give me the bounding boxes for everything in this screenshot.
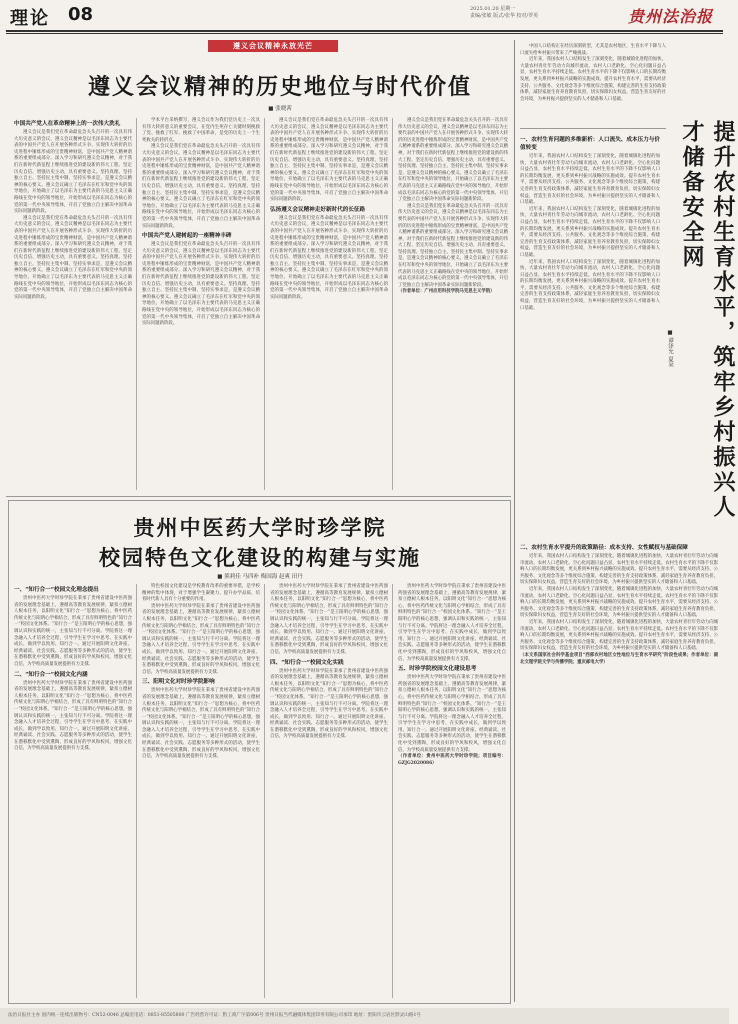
- article1-section-2: 中国共产党人建树起的一座精神丰碑: [142, 233, 232, 240]
- article2-col4: [398, 584, 506, 998]
- article1-section-3: 弘扬遵义会议精神走好新时代的长征路: [270, 206, 366, 213]
- article3-col2: [520, 542, 718, 1004]
- article2-note: （作者单位：贵州中医药大学时珍学院；项目编号：GZJG2020086）: [398, 754, 506, 766]
- article1-body-col3b: 遵义会议是我们党在革命最危急关头召开的一次具有伟大历史意义的会议，遵义会议精神是以毛泽东同志为主要代表的中国共产党人在开展各种形式斗争、实现伟大转折的历史进程中锤炼形成的宝贵精神财富，是中国共产党人精神谱系的重要组成部分。深入学习和研究遵义会议精神，对于我们在新时代新征程上继续推进党的建设新的伟大工程、坚定历史自信、增强历史主动，具有重要意义。坚持真理、坚持独立自主、坚持民主集中制、坚持实事求是，是遵义会议精神的核心要义。遵义会议确立了毛泽东在红军和党中央的领导地位，开始确立了以毛泽东为主要代表的马克思主义正确路线在党中央的领导地位，开始形成以毛泽东同志为核心的党的第一代中央领导集体，开启了党独立自主解决中国革命实际问题新阶段。: [270, 215, 388, 300]
- article2-body-col4: 贵州中医药大学时珍学院在秉承了贵州省建设中医药强省的发展理念基础上，遵循高等教育发展规律，紧扣立德树人根本任务，以阳明文化“知行合一”思想为核心，将中医药传统文化与阳明心学相结合，形成了具有鲜明特色的“知行合一”校园文化体系。“知行合一”是王阳明心学的核心思想，强调认识和实践的统一，主张知与行不可分离。学院将这一理念融入人才培养全过程，引导学生在学习中思考、在实践中成长，做到学以致用、知行合一。通过开展阳明文化讲座、经典诵读、社会实践、志愿服务等多种形式的活动，使学生在潜移默化中受到熏陶，形成良好的学风和校风，增强文化自信，为学校高质量发展提供有力支撑。: [398, 584, 506, 662]
- article2-col3: [270, 584, 388, 998]
- article2-author: ■ 熊莉佳 马四补 梅国海 赵爽 田丹: [217, 574, 303, 580]
- article1-col4: [398, 118, 508, 490]
- article3-body-b: 近年来，我国农村人口结构发生了深刻变化，随着城镇化进程的加快，大量农村青壮年劳动力向城市流动，农村人口老龄化、空心化问题日益凸显，农村生育水平持续走低。农村生育水平的下降不仅影响人口的长期均衡发展，更关系到乡村振兴战略的实施成效。提升农村生育水平，需要从经济支持、公共服务、文化观念等多个维度综合施策，构建完善的生育支持政策体系，减轻家庭生育养育教育负担，切实保障妇女权益，营造生育友好的社会环境，为乡村振兴提供坚实的人才储备和人口基础。: [520, 206, 660, 258]
- article3-col1: [520, 134, 660, 538]
- article3-body: 近年来，我国农村人口结构发生了深刻变化，随着城镇化进程的加快，大量农村青壮年劳动力向城市流动，农村人口老龄化、空心化问题日益凸显，农村生育水平持续走低。农村生育水平的下降不仅影响人口的长期均衡发展，更关系到乡村振兴战略的实施成效。提升农村生育水平，需要从经济支持、公共服务、文化观念等多个维度综合施策，构建完善的生育支持政策体系，减轻家庭生育养育教育负担，切实保障妇女权益，营造生育友好的社会环境，为乡村振兴提供坚实的人才储备和人口基础。: [520, 154, 660, 206]
- article2-section-5: 五、时珍学院校园文化建设思考: [398, 666, 477, 673]
- article1-body-col4b: 遵义会议是我们党在革命最危急关头召开的一次具有伟大历史意义的会议，遵义会议精神是以毛泽东同志为主要代表的中国共产党人在开展各种形式斗争、实现伟大转折的历史进程中锤炼形成的宝贵精神财富，是中国共产党人精神谱系的重要组成部分。深入学习和研究遵义会议精神，对于我们在新时代新征程上继续推进党的建设新的伟大工程、坚定历史自信、增强历史主动，具有重要意义。坚持真理、坚持独立自主、坚持民主集中制、坚持实事求是，是遵义会议精神的核心要义。遵义会议确立了毛泽东在红军和党中央的领导地位，开始确立了以毛泽东为主要代表的马克思主义正确路线在党中央的领导地位，开始形成以毛泽东同志为核心的党的第一代中央领导集体，开启了党独立自主解决中国革命实际问题新阶段。: [398, 203, 508, 288]
- article2-body-col2b: 贵州中医药大学时珍学院在秉承了贵州省建设中医药强省的发展理念基础上，遵循高等教育发展规律，紧扣立德树人根本任务，以阳明文化“知行合一”思想为核心，将中医药传统文化与阳明心学相结合，形成了具有鲜明特色的“知行合一”校园文化体系。“知行合一”是王阳明心学的核心思想，强调认识和实践的统一，主张知与行不可分离。学院将这一理念融入人才培养全过程，引导学生在学习中思考、在实践中成长，做到学以致用、知行合一。通过开展阳明文化讲座、经典诵读、社会实践、志愿服务等多种形式的活动，使学生在潜移默化中受到熏陶，形成良好的学风和校风，增强文化自信，为学校高质量发展提供有力支撑。: [142, 688, 260, 760]
- article1-title: 遵义会议精神的历史地位与时代价值: [87, 75, 472, 100]
- date-line: [470, 6, 590, 20]
- divider: [136, 584, 137, 998]
- column-divider: [514, 40, 515, 1002]
- article2-body-col3b: 贵州中医药大学时珍学院在秉承了贵州省建设中医药强省的发展理念基础上，遵循高等教育发展规律，紧扣立德树人根本任务，以阳明文化“知行合一”思想为核心，将中医药传统文化与阳明心学相结合，形成了具有鲜明特色的“知行合一”校园文化体系。“知行合一”是王阳明心学的核心思想，强调认识和实践的统一，主张知与行不可分离。学院将这一理念融入人才培养全过程，引导学生在学习中思考、在实践中成长，做到学以致用、知行合一。通过开展阳明文化讲座、经典诵读、社会实践、志愿服务等多种形式的活动，使学生在潜移默化中受到熏陶，形成良好的学风和校风，增强文化自信，为学校高质量发展提供有力支撑。: [270, 668, 388, 740]
- article1-body-col2: 遵义会议是我们党在革命最危急关头召开的一次具有伟大历史意义的会议，遵义会议精神是以毛泽东同志为主要代表的中国共产党人在开展各种形式斗争、实现伟大转折的历史进程中锤炼形成的宝贵精神财富，是中国共产党人精神谱系的重要组成部分。深入学习和研究遵义会议精神，对于我们在新时代新征程上继续推进党的建设新的伟大工程、坚定历史自信、增强历史主动，具有重要意义。坚持真理、坚持独立自主、坚持民主集中制、坚持实事求是，是遵义会议精神的核心要义。遵义会议确立了毛泽东在红军和党中央的领导地位，开始确立了以毛泽东为主要代表的马克思主义正确路线在党中央的领导地位，开始形成以毛泽东同志为核心的党的第一代中央领导集体，开启了党独立自主解决中国革命实际问题新阶段。: [142, 144, 260, 229]
- article3-section-1: 一、农村生育问题的多维新析：人口流失、成本压力与价值转变: [520, 137, 660, 151]
- article2-title-line2: 校园特色文化建设的构建与实施: [99, 546, 421, 570]
- article3-lead: 中国人口结构正在经历深刻转型，尤其是农村地区，生育水平下降与人口流失给乡村振兴带来了严峻挑战。: [520, 44, 666, 56]
- article2-col1: [14, 584, 132, 998]
- article2-body: 贵州中医药大学时珍学院在秉承了贵州省建设中医药强省的发展理念基础上，遵循高等教育发展规律，紧扣立德树人根本任务，以阳明文化“知行合一”思想为核心，将中医药传统文化与阳明心学相结合，形成了具有鲜明特色的“知行合一”校园文化体系。“知行合一”是王阳明心学的核心思想，强调认识和实践的统一，主张知与行不可分离。学院将这一理念融入人才培养全过程，引导学生在学习中思考、在实践中成长，做到学以致用、知行合一。通过开展阳明文化讲座、经典诵读、社会实践、志愿服务等多种形式的活动，使学生在潜移默化中受到熏陶，形成良好的学风和校风，增强文化自信，为学校高质量发展提供有力支撑。: [14, 596, 132, 667]
- page-number: 08: [68, 4, 94, 25]
- article1-body-repeat: 遵义会议是我们党在革命最危急关头召开的一次具有伟大历史意义的会议，遵义会议精神是以毛泽东同志为主要代表的中国共产党人在开展各种形式斗争、实现伟大转折的历史进程中锤炼形成的宝贵精神财富，是中国共产党人精神谱系的重要组成部分。深入学习和研究遵义会议精神，对于我们在新时代新征程上继续推进党的建设新的伟大工程、坚定历史自信、增强历史主动，具有重要意义。坚持真理、坚持独立自主、坚持民主集中制、坚持实事求是，是遵义会议精神的核心要义。遵义会议确立了毛泽东在红军和党中央的领导地位，开始确立了以毛泽东为主要代表的马克思主义正确路线在党中央的领导地位，开始形成以毛泽东同志为核心的党的第一代中央领导集体，开启了党独立自主解决中国革命实际问题新阶段。: [14, 215, 132, 300]
- masthead-rule-thin: [6, 33, 723, 34]
- divider: [392, 118, 393, 490]
- editor-line: 责编/张敏 版式/张华 校对/罗英: [470, 13, 539, 19]
- article2-body-col3: 贵州中医药大学时珍学院在秉承了贵州省建设中医药强省的发展理念基础上，遵循高等教育发展规律，紧扣立德树人根本任务，以阳明文化“知行合一”思想为核心，将中医药传统文化与阳明心学相结合，形成了具有鲜明特色的“知行合一”校园文化体系。“知行合一”是王阳明心学的核心思想，强调认识和实践的统一，主张知与行不可分离。学院将这一理念融入人才培养全过程，引导学生在学习中思考、在实践中成长，做到学以致用、知行合一。通过开展阳明文化讲座、经典诵读、社会实践、志愿服务等多种形式的活动，使学生在潜移默化中受到熏陶，形成良好的学风和校风，增强文化自信，为学校高质量发展提供有力支撑。: [270, 584, 388, 655]
- article1-col3: [270, 118, 388, 490]
- issue-date: 2025.01.20 星期一: [470, 6, 516, 12]
- divider: [392, 584, 393, 998]
- lead-divider: [520, 128, 666, 129]
- article3-lead-body: 近年来，我国农村人口结构发生了深刻变化，随着城镇化进程的加快，大量农村青壮年劳动力向城市流动，农村人口老龄化、空心化问题日益凸显，农村生育水平持续走低。农村生育水平的下降不仅影响人口的长期均衡发展，更关系到乡村振兴战略的实施成效。提升农村生育水平，需要从经济支持、公共服务、文化观念等多个维度综合施策，构建完善的生育支持政策体系，减轻家庭生育养育教育负担，切实保障妇女权益，营造生育友好的社会环境，为乡村振兴提供坚实的人才储备和人口基础。: [520, 57, 666, 102]
- article2-lead: 特色校园文化建设是学校教育改革的重要举措，是学校精神的集中体现，对于增强学生凝聚力、提升办学品质、培育时代新人具有十分重要的作用。: [142, 584, 260, 603]
- article3-title: 提升农村生育水平，筑牢乡村振兴人才储备安全网: [679, 120, 735, 520]
- article1-body-col3: 遵义会议是我们党在革命最危急关头召开的一次具有伟大历史意义的会议，遵义会议精神是以毛泽东同志为主要代表的中国共产党人在开展各种形式斗争、实现伟大转折的历史进程中锤炼形成的宝贵精神财富，是中国共产党人精神谱系的重要组成部分。深入学习和研究遵义会议精神，对于我们在新时代新征程上继续推进党的建设新的伟大工程、坚定历史自信、增强历史主动，具有重要意义。坚持真理、坚持独立自主、坚持民主集中制、坚持实事求是，是遵义会议精神的核心要义。遵义会议确立了毛泽东在红军和党中央的领导地位，开始确立了以毛泽东为主要代表的马克思主义正确路线在党中央的领导地位，开始形成以毛泽东同志为核心的党的第一代中央领导集体，开启了党独立自主解决中国革命实际问题新阶段。: [270, 118, 388, 203]
- divider: [264, 118, 265, 490]
- article2-body-col4b: 贵州中医药大学时珍学院在秉承了贵州省建设中医药强省的发展理念基础上，遵循高等教育发展规律，紧扣立德树人根本任务，以阳明文化“知行合一”思想为核心，将中医药传统文化与阳明心学相结合，形成了具有鲜明特色的“知行合一”校园文化体系。“知行合一”是王阳明心学的核心思想，强调认识和实践的统一，主张知与行不可分离。学院将这一理念融入人才培养全过程，引导学生在学习中思考、在实践中成长，做到学以致用、知行合一。通过开展阳明文化讲座、经典诵读、社会实践、志愿服务等多种形式的活动，使学生在潜移默化中受到熏陶，形成良好的学风和校风，增强文化自信，为学校高质量发展提供有力支撑。: [398, 675, 506, 753]
- article3-body-e: 近年来，我国农村人口结构发生了深刻变化，随着城镇化进程的加快，大量农村青壮年劳动力向城市流动，农村人口老龄化、空心化问题日益凸显，农村生育水平持续走低。农村生育水平的下降不仅影响人口的长期均衡发展，更关系到乡村振兴战略的实施成效。提升农村生育水平，需要从经济支持、公共服务、文化观念等多个维度综合施策，构建完善的生育支持政策体系，减轻家庭生育养育教育负担，切实保障妇女权益，营造生育友好的社会环境，为乡村振兴提供坚实的人才储备和人口基础。: [520, 586, 718, 619]
- article2-section-1: 一、“知行合一”校园文化理念提出: [14, 587, 99, 593]
- article2-section-4: 四、“知行合一”校园文化实践: [270, 659, 344, 666]
- masthead-rule: [6, 30, 723, 32]
- article2-title-line1: 贵州中医药大学时珍学院: [133, 516, 387, 540]
- article3-note: （本文系国家社会科学基金项目“西部农村地区女性地位与生育水平研究”阶段性成果；作者单位：湖北文理学院文学与传播学院；重庆邮电大学）: [520, 652, 718, 665]
- article1-note: （作者单位：广州应用科技学院马克思主义学院）: [398, 289, 495, 295]
- article3-author: ■ 谭泽允 夏朵: [667, 330, 673, 367]
- article1-body-col2b: 遵义会议是我们党在革命最危急关头召开的一次具有伟大历史意义的会议，遵义会议精神是以毛泽东同志为主要代表的中国共产党人在开展各种形式斗争、实现伟大转折的历史进程中锤炼形成的宝贵精神财富，是中国共产党人精神谱系的重要组成部分。深入学习和研究遵义会议精神，对于我们在新时代新征程上继续推进党的建设新的伟大工程、坚定历史自信、增强历史主动，具有重要意义。坚持真理、坚持独立自主、坚持民主集中制、坚持实事求是，是遵义会议精神的核心要义。遵义会议确立了毛泽东在红军和党中央的领导地位，开始确立了以毛泽东为主要代表的马克思主义正确路线在党中央的领导地位，开始形成以毛泽东同志为核心的党的第一代中央领导集体，开启了党独立自主解决中国革命实际问题新阶段。: [142, 242, 260, 327]
- masthead: [6, 4, 723, 30]
- divider: [136, 118, 137, 490]
- footer: 法治日报社主办 国内统一连续出版物号：CN52-0046 总编室电话：0851-85505800 广告经营许可证：黔工商广字第006号 贵州日报当代融媒体集团印务有限公司承印 地址：贵阳市云岩区黔灵山路1号: [0, 1008, 729, 1024]
- section-title: 理论: [10, 8, 50, 29]
- article2-section-2: 二、“知行合一”校园文化内涵: [14, 671, 88, 678]
- article1-author: ■ 张晓茜: [268, 106, 292, 112]
- divider: [264, 584, 265, 998]
- article1-banner: 遵义会议精神永放光芒: [208, 40, 338, 52]
- article3-body-f: 近年来，我国农村人口结构发生了深刻变化，随着城镇化进程的加快，大量农村青壮年劳动力向城市流动，农村人口老龄化、空心化问题日益凸显，农村生育水平持续走低。农村生育水平的下降不仅影响人口的长期均衡发展，更关系到乡村振兴战略的实施成效。提升农村生育水平，需要从经济支持、公共服务、文化观念等多个维度综合施策，构建完善的生育支持政策体系，减轻家庭生育养育教育负担，切实保障妇女权益，营造生育友好的社会环境，为乡村振兴提供坚实的人才储备和人口基础。: [520, 619, 718, 652]
- article1-col2: [142, 118, 260, 490]
- article2-body-b: 贵州中医药大学时珍学院在秉承了贵州省建设中医药强省的发展理念基础上，遵循高等教育发展规律，紧扣立德树人根本任务，以阳明文化“知行合一”思想为核心，将中医药传统文化与阳明心学相结合，形成了具有鲜明特色的“知行合一”校园文化体系。“知行合一”是王阳明心学的核心思想，强调认识和实践的统一，主张知与行不可分离。学院将这一理念融入人才培养全过程，引导学生在学习中思考、在实践中成长，做到学以致用、知行合一。通过开展阳明文化讲座、经典诵读、社会实践、志愿服务等多种形式的活动，使学生在潜移默化中受到熏陶，形成良好的学风和校风，增强文化自信，为学校高质量发展提供有力支撑。: [14, 680, 132, 752]
- article3-body-c: 近年来，我国农村人口结构发生了深刻变化，随着城镇化进程的加快，大量农村青壮年劳动力向城市流动，农村人口老龄化、空心化问题日益凸显，农村生育水平持续走低。农村生育水平的下降不仅影响人口的长期均衡发展，更关系到乡村振兴战略的实施成效。提升农村生育水平，需要从经济支持、公共服务、文化观念等多个维度综合施策，构建完善的生育支持政策体系，减轻家庭生育养育教育负担，切实保障妇女权益，营造生育友好的社会环境，为乡村振兴提供坚实的人才储备和人口基础。: [520, 259, 660, 311]
- article1-body: 遵义会议是我们党在革命最危急关头召开的一次具有伟大历史意义的会议，遵义会议精神是以毛泽东同志为主要代表的中国共产党人在开展各种形式斗争、实现伟大转折的历史进程中锤炼形成的宝贵精神财富，是中国共产党人精神谱系的重要组成部分。深入学习和研究遵义会议精神，对于我们在新时代新征程上继续推进党的建设新的伟大工程、坚定历史自信、增强历史主动，具有重要意义。坚持真理、坚持独立自主、坚持民主集中制、坚持实事求是，是遵义会议精神的核心要义。遵义会议确立了毛泽东在红军和党中央的领导地位，开始确立了以毛泽东为主要代表的马克思主义正确路线在党中央的领导地位，开始形成以毛泽东同志为核心的党的第一代中央领导集体，开启了党独立自主解决中国革命实际问题新阶段。: [14, 130, 132, 215]
- article1-section-1: 中国共产党人在革命精神上的一次伟大洗礼: [14, 121, 121, 127]
- article3-body-d: 近年来，我国农村人口结构发生了深刻变化，随着城镇化进程的加快，大量农村青壮年劳动力向城市流动，农村人口老龄化、空心化问题日益凸显，农村生育水平持续走低。农村生育水平的下降不仅影响人口的长期均衡发展，更关系到乡村振兴战略的实施成效。提升农村生育水平，需要从经济支持、公共服务、文化观念等多个维度综合施策，构建完善的生育支持政策体系，减轻家庭生育养育教育负担，切实保障妇女权益，营造生育友好的社会环境，为乡村振兴提供坚实的人才储备和人口基础。: [520, 554, 718, 586]
- article1-col1: [14, 118, 132, 490]
- article2-body-col2: 贵州中医药大学时珍学院在秉承了贵州省建设中医药强省的发展理念基础上，遵循高等教育发展规律，紧扣立德树人根本任务，以阳明文化“知行合一”思想为核心，将中医药传统文化与阳明心学相结合，形成了具有鲜明特色的“知行合一”校园文化体系。“知行合一”是王阳明心学的核心思想，强调认识和实践的统一，主张知与行不可分离。学院将这一理念融入人才培养全过程，引导学生在学习中思考、在实践中成长，做到学以致用、知行合一。通过开展阳明文化讲座、经典诵读、社会实践、志愿服务等多种形式的活动，使学生在潜移默化中受到熏陶，形成良好的学风和校风，增强文化自信，为学校高质量发展提供有力支撑。: [142, 603, 260, 675]
- article1-lead: 学术平台采纳撰写，遵义会议作为我们党历史上一次具有伟大转折意义的重要会议，在党内生死存亡关键时刻挽救了党、挽救了红军、挽救了中国革命，是党的历史上一个生死攸关的转折点。: [142, 118, 260, 143]
- article2-col2: [142, 584, 260, 998]
- article3-lead-box: [520, 44, 666, 124]
- article3-section-2: 二、农村生育水平提升的政策路径：成本支持、女性赋权与基础保障: [520, 545, 688, 551]
- article2-section-3: 三、阳明文化对时珍学院影响: [142, 679, 215, 686]
- section-divider: [6, 496, 511, 497]
- article1-body-col4: 遵义会议是我们党在革命最危急关头召开的一次具有伟大历史意义的会议，遵义会议精神是以毛泽东同志为主要代表的中国共产党人在开展各种形式斗争、实现伟大转折的历史进程中锤炼形成的宝贵精神财富，是中国共产党人精神谱系的重要组成部分。深入学习和研究遵义会议精神，对于我们在新时代新征程上继续推进党的建设新的伟大工程、坚定历史自信、增强历史主动，具有重要意义。坚持真理、坚持独立自主、坚持民主集中制、坚持实事求是，是遵义会议精神的核心要义。遵义会议确立了毛泽东在红军和党中央的领导地位，开始确立了以毛泽东为主要代表的马克思主义正确路线在党中央的领导地位，开始形成以毛泽东同志为核心的党的第一代中央领导集体，开启了党独立自主解决中国革命实际问题新阶段。: [398, 118, 508, 203]
- newspaper-logo: 贵州法治报: [628, 7, 714, 26]
